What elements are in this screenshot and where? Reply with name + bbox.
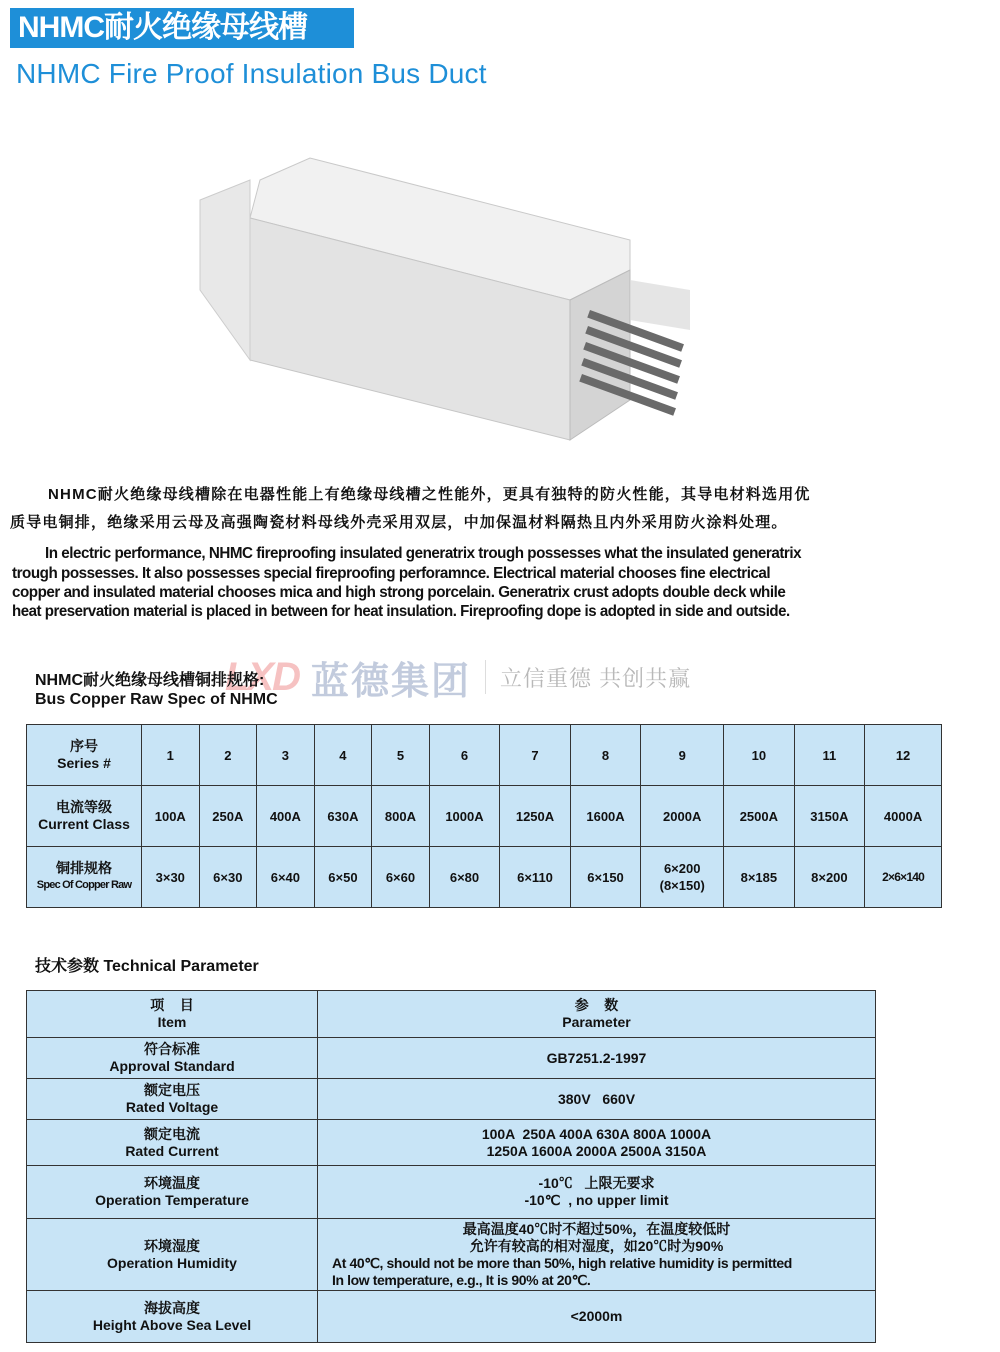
spec-cell: 11 xyxy=(794,725,865,786)
spec-cell: 250A xyxy=(199,786,257,847)
param-item-en: Rated Voltage xyxy=(125,1099,219,1115)
intro-en-line-4: heat preservation material is placed in between for heat insulation. Fireproofing dope is adopted in side and outside. xyxy=(12,603,790,620)
spec-cell: 1000A xyxy=(429,786,500,847)
spec-cell: 6×110 xyxy=(500,847,571,908)
param-item xyxy=(27,1079,318,1120)
param-value-line: 1250A 1600A 2000A 2500A 3150A xyxy=(486,1142,707,1159)
bus-duct-product-image xyxy=(190,140,710,450)
param-item-cn: 环境温度 xyxy=(144,1175,200,1191)
spec-cell: 8×185 xyxy=(724,847,795,908)
param-item-en: Height Above Sea Level xyxy=(92,1316,252,1333)
param-value xyxy=(318,1166,876,1219)
spec-label-cn: 序号 xyxy=(70,738,98,754)
param-item xyxy=(27,1120,318,1166)
spec-cell: 1 xyxy=(142,725,200,786)
param-item-cn: 额定电压 xyxy=(144,1082,200,1098)
spec-cell: 8 xyxy=(570,725,641,786)
spec-row xyxy=(27,725,942,786)
param-header-row xyxy=(27,991,876,1038)
spec-label-en: Series # xyxy=(57,755,111,771)
param-row xyxy=(27,1166,876,1219)
spec-cell: 9 xyxy=(641,725,724,786)
intro-en-line-2: trough possesses. It also possesses special fireproofing perforamnce. Electrical material chooses fine electrical xyxy=(12,565,771,582)
item-header-en: Item xyxy=(157,1014,187,1030)
param-item-en: Rated Current xyxy=(125,1142,219,1159)
spec-cell: 10 xyxy=(724,725,795,786)
param-value-line: In low temperature, e.g., It is 90% at 20℃. xyxy=(332,1271,591,1288)
watermark-slogan: 立信重德 共创共赢 xyxy=(500,665,692,691)
param-item xyxy=(27,1219,318,1291)
spec-cell: 3 xyxy=(257,725,315,786)
spec-cell: 2500A xyxy=(724,786,795,847)
spec-row xyxy=(27,786,942,847)
watermark-divider xyxy=(485,660,486,694)
param-value-line: -10℃ , no upper limit xyxy=(524,1192,669,1208)
param-row xyxy=(27,1120,876,1166)
param-value xyxy=(318,1079,876,1120)
param-item-cn: 环境湿度 xyxy=(144,1237,200,1254)
param-row xyxy=(27,1219,876,1291)
spec-cell: 6×30 xyxy=(199,847,257,908)
spec-cell: 400A xyxy=(257,786,315,847)
spec-cell: 2×6×140 xyxy=(865,847,942,908)
param-value-line: 最高温度40℃时不超过50%，在温度较低时 xyxy=(462,1220,731,1237)
spec-label-en: Current Class xyxy=(38,816,130,832)
spec-label-cn: 电流等级 xyxy=(56,799,112,815)
param-value-line: At 40℃, should not be more than 50%, high relative humidity is permitted xyxy=(332,1254,792,1271)
param-item-en: Approval Standard xyxy=(109,1058,235,1074)
watermark-logo xyxy=(225,654,692,703)
spec-cell: 800A xyxy=(372,786,430,847)
spec-cell: 3×30 xyxy=(142,847,200,908)
param-row xyxy=(27,1079,876,1120)
param-value xyxy=(318,1219,876,1291)
spec-cell: 3150A xyxy=(794,786,865,847)
param-item-cn: 额定电流 xyxy=(144,1125,200,1142)
intro-en-line-1: In electric performance, NHMC fireproofing insulated generatrix trough possesses what the insulated generatrix xyxy=(45,545,802,562)
spec-cell: 1600A xyxy=(570,786,641,847)
param-item-cn: 海拔高度 xyxy=(144,1299,200,1316)
spec-cell: 100A xyxy=(142,786,200,847)
param-value xyxy=(318,1038,876,1079)
param-row xyxy=(27,1291,876,1343)
param-value-line: 100A 250A 400A 630A 800A 1000A xyxy=(481,1125,712,1142)
spec-row xyxy=(27,847,942,908)
watermark-brand: LXD xyxy=(225,654,299,699)
spec-cell: 2 xyxy=(199,725,257,786)
page-title-en: NHMC Fire Proof Insulation Bus Duct xyxy=(16,58,487,89)
param-item-en: Operation Humidity xyxy=(107,1254,237,1271)
spec-label-en: Spec Of Copper Raw xyxy=(36,879,132,891)
param-item-en: Operation Temperature xyxy=(95,1192,249,1208)
spec-cell: 6×200 (8×150) xyxy=(641,847,724,908)
param-value-line: -10℃ 上限无要求 xyxy=(538,1175,655,1191)
param-item xyxy=(27,1166,318,1219)
spec-cell: 7 xyxy=(500,725,571,786)
param-value-line: GB7251.2-1997 xyxy=(546,1049,647,1066)
spec-cell: 8×200 xyxy=(794,847,865,908)
spec-cell: 6×80 xyxy=(429,847,500,908)
param-header-en: Parameter xyxy=(562,1014,631,1030)
spec-cell: 4000A xyxy=(865,786,942,847)
spec-cell: 630A xyxy=(314,786,372,847)
param-item-cn: 符合标准 xyxy=(144,1041,200,1057)
intro-en-line-3: copper and insulated material chooses mica and high strong porcelain. Generatrix crust adopts double deck while xyxy=(12,584,786,601)
spec-cell: 4 xyxy=(314,725,372,786)
spec-row-label xyxy=(27,786,142,847)
spec-cell: 6×40 xyxy=(257,847,315,908)
spec-cell: 12 xyxy=(865,725,942,786)
spec-title-en: Bus Copper Raw Spec of NHMC xyxy=(35,691,278,708)
param-value-line: 380V 660V xyxy=(557,1090,636,1107)
param-item xyxy=(27,1291,318,1343)
spec-row-label xyxy=(27,847,142,908)
spec-cell: 2000A xyxy=(641,786,724,847)
watermark-name: 蓝德集团 xyxy=(311,660,472,703)
param-value xyxy=(318,1120,876,1166)
technical-title: 技术参数 Technical Parameter xyxy=(35,958,259,975)
param-value-line: <2000m xyxy=(570,1308,623,1324)
spec-title-cn: NHMC耐火绝缘母线槽铜排规格: xyxy=(35,672,265,689)
spec-cell: 6×60 xyxy=(372,847,430,908)
technical-parameter-table xyxy=(26,990,876,1343)
spec-cell: 1250A xyxy=(500,786,571,847)
param-header xyxy=(318,991,876,1038)
param-item xyxy=(27,1038,318,1079)
spec-row-label xyxy=(27,725,142,786)
copper-spec-table xyxy=(26,724,942,908)
param-value xyxy=(318,1291,876,1343)
param-value-line: 允许有较高的相对湿度，如20℃时为90% xyxy=(469,1237,724,1254)
item-header-cn: 项 目 xyxy=(150,997,194,1013)
intro-cn-line-2: 质导电铜排，绝缘采用云母及高强陶瓷材料母线外壳采用双层，中加保温材料隔热且内外采用防火涂料处理。 xyxy=(10,514,788,531)
spec-label-cn: 铜排规格 xyxy=(56,860,112,876)
spec-cell: 6 xyxy=(429,725,500,786)
spec-cell: 5 xyxy=(372,725,430,786)
item-header xyxy=(27,991,318,1038)
spec-cell: 6×50 xyxy=(314,847,372,908)
param-row xyxy=(27,1038,876,1079)
intro-cn-line-1: NHMC耐火绝缘母线槽除在电器性能上有绝缘母线槽之性能外，更具有独特的防火性能，其导电材料选用优 xyxy=(48,486,811,503)
page-title-cn: NHMC耐火绝缘母线槽 xyxy=(10,8,354,48)
param-header-cn: 参 数 xyxy=(574,997,619,1013)
spec-cell: 6×150 xyxy=(570,847,641,908)
